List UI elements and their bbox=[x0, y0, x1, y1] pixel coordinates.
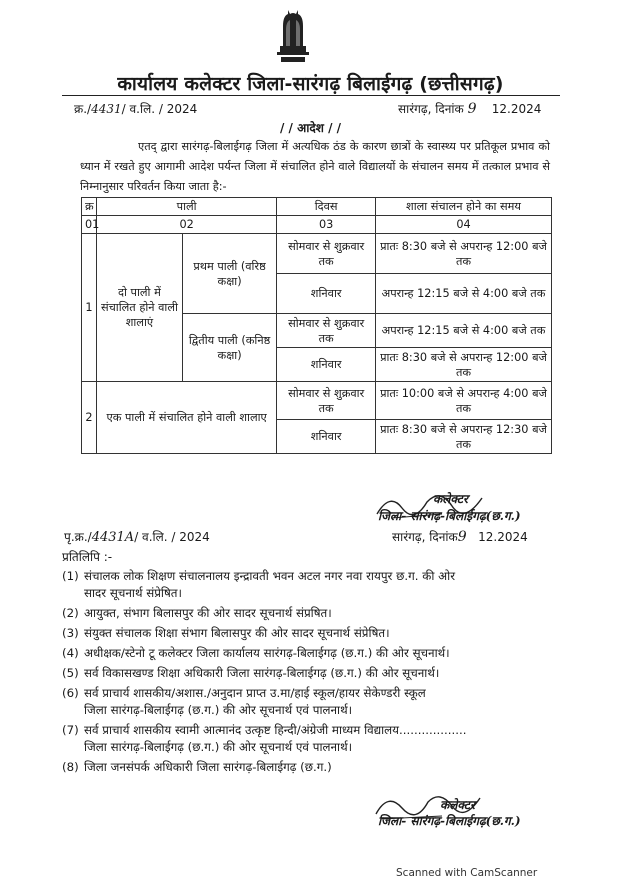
row1-shift2-monfri-time: अपरान्ह 12:15 बजे से 4:00 बजे तक bbox=[376, 314, 552, 348]
signature1-title: कलेक्टर bbox=[433, 492, 468, 506]
date-label: सारंगढ़, दिनांक bbox=[398, 102, 464, 116]
order-paragraph: एतद् द्वारा सारंगढ़-बिलाईगढ़ जिला में अत्यधिक ठंड के कारण छात्रों के स्वास्थ्य पर प्रतिकूल प्रभाव को ध्यान में रखते हुए आगामी आदेश पर्यन्त जिला में संचालित होने वाले विद्यालयों के संचालन समय में तत्काल प्रभाव से निम्नानुसार परिवर्तन किया जाता है:- bbox=[80, 140, 550, 193]
row1-sn: 1 bbox=[82, 234, 97, 382]
row1-shift2: द्वितीय पाली (कनिष्ठ कक्षा) bbox=[182, 314, 276, 382]
copy-line2: जिला सारंगढ़-बिलाईगढ़ (छ.ग.) की ओर सूचनार्थ एवं पालनार्थ। bbox=[84, 703, 353, 717]
colnum-1: 01 bbox=[82, 216, 97, 234]
endorsement-ref-number bbox=[64, 528, 210, 545]
list-item bbox=[62, 685, 572, 719]
scanner-watermark: Scanned with CamScanner bbox=[396, 867, 538, 879]
copy-line1: सर्व प्राचार्य शासकीय स्वामी आत्मानंद उत्कृष्ट हिन्दी/अंग्रेजी माध्यम विद्यालय.................. bbox=[84, 723, 467, 737]
row1-shift2-sat-time: प्रातः 8:30 बजे से अपरान्ह 12:00 बजे तक bbox=[376, 348, 552, 382]
copy-num: (5) bbox=[62, 666, 79, 680]
endorsement-ref-suffix: / व.लि. / 2024 bbox=[134, 530, 210, 544]
copy-num: (1) bbox=[62, 569, 79, 583]
copy-line1: आयुक्त, संभाग बिलासपुर की ओर सादर सूचनार्थ संप्रषित। bbox=[84, 606, 332, 620]
header-day: दिवस bbox=[277, 198, 376, 216]
order-date bbox=[398, 100, 541, 117]
table-row bbox=[82, 234, 552, 274]
order-heading: / / आदेश / / bbox=[279, 121, 342, 135]
colnum-3: 03 bbox=[277, 216, 376, 234]
row2-monfri: सोमवार से शुक्रवार तक bbox=[277, 382, 376, 420]
copy-line1: संचालक लोक शिक्षण संचालनालय इन्द्रावती भवन अटल नगर नवा रायपुर छ.ग. की ओर bbox=[84, 569, 456, 583]
endorsement-date bbox=[392, 528, 528, 545]
copy-num: (2) bbox=[62, 606, 79, 620]
row1-shift2-sat: शनिवार bbox=[277, 348, 376, 382]
office-title: कार्यालय कलेक्टर जिला-सारंगढ़ बिलाईगढ़ (छत्तीसगढ़) bbox=[117, 73, 504, 95]
copy-num: (7) bbox=[62, 723, 79, 737]
ref-suffix: / व.लि. / 2024 bbox=[121, 102, 198, 116]
copy-line1: संयुक्त संचालक शिक्षा संभाग बिलासपुर की ओर सादर सूचनार्थ संप्रेषित। bbox=[84, 626, 390, 640]
copy-line2: सादर सूचनार्थ संप्रेषित। bbox=[84, 586, 182, 600]
row2-sat: शनिवार bbox=[277, 420, 376, 454]
header-sn: क्र bbox=[82, 198, 97, 216]
copy-line1: जिला जनसंपर्क अधिकारी जिला सारंगढ़-बिलाईगढ़ (छ.ग.) bbox=[84, 760, 332, 774]
list-item bbox=[62, 759, 572, 776]
signature2-title: कलेक्टर bbox=[440, 798, 475, 812]
state-emblem-icon bbox=[272, 8, 314, 64]
header-rule bbox=[62, 95, 560, 96]
copy-num: (3) bbox=[62, 626, 79, 640]
schedule-table bbox=[81, 197, 552, 454]
row1-shift2-monfri: सोमवार से शुक्रवार तक bbox=[277, 314, 376, 348]
table-row bbox=[82, 382, 552, 420]
row2-sat-time: प्रातः 8:30 बजे से अपरान्ह 12:30 बजे तक bbox=[376, 420, 552, 454]
ref-handwritten: 4431 bbox=[91, 102, 122, 116]
endorsement-date-handwritten: 9 bbox=[457, 529, 467, 545]
colnum-2: 02 bbox=[97, 216, 277, 234]
header-shift: पाली bbox=[97, 198, 277, 216]
list-item bbox=[62, 645, 572, 662]
row2-type: एक पाली में संचालित होने वाली शालाए bbox=[97, 382, 277, 454]
copy-line1: सर्व प्राचार्य शासकीय/अशास./अनुदान प्राप्त उ.मा/हाई स्कूल/हायर सेकेण्डरी स्कूल bbox=[84, 686, 426, 700]
date-year: 12.2024 bbox=[491, 102, 542, 116]
date-handwritten: 9 bbox=[467, 101, 477, 117]
order-ref-number bbox=[74, 100, 197, 117]
row1-shift1-monfri: सोमवार से शुक्रवार तक bbox=[277, 234, 376, 274]
list-item bbox=[62, 605, 572, 622]
copy-num: (4) bbox=[62, 646, 79, 660]
list-item bbox=[62, 568, 572, 602]
table-colnum-row bbox=[82, 216, 552, 234]
copy-line1: अधीक्षक/स्टेनो टू कलेक्टर जिला कार्यालय सारंगढ़-बिलाईगढ़ (छ.ग.) की ओर सूचनार्थ। bbox=[84, 646, 450, 660]
copy-list bbox=[62, 568, 572, 779]
list-item bbox=[62, 625, 572, 642]
row2-sn: 2 bbox=[82, 382, 97, 454]
signature1-district: जिला- सारंगढ़-बिलाईगढ़(छ.ग.) bbox=[378, 509, 521, 523]
row1-shift1: प्रथम पाली (वरिष्ठ कक्षा) bbox=[182, 234, 276, 314]
copy-line1: सर्व विकासखण्ड शिक्षा अधिकारी जिला सारंगढ़-बिलाईगढ़ (छ.ग.) की ओर सूचनार्थ। bbox=[84, 666, 440, 680]
list-item bbox=[62, 665, 572, 682]
row1-shift1-sat: शनिवार bbox=[277, 274, 376, 314]
colnum-4: 04 bbox=[376, 216, 552, 234]
copy-label: प्रतिलिपि :- bbox=[62, 550, 113, 564]
endorsement-date-label: सारंगढ़, दिनांक bbox=[392, 530, 458, 544]
table-header-row bbox=[82, 198, 552, 216]
endorsement-ref-handwritten: 4431A bbox=[91, 530, 135, 545]
ref-prefix: क्र./ bbox=[74, 102, 92, 116]
endorsement-date-year: 12.2024 bbox=[478, 530, 528, 544]
endorsement-ref-prefix: पृ.क्र./ bbox=[64, 530, 92, 544]
header-time: शाला संचालन होने का समय bbox=[376, 198, 552, 216]
copy-num: (8) bbox=[62, 760, 79, 774]
copy-line2: जिला सारंगढ़-बिलाईगढ़ (छ.ग.) की ओर सूचनार्थ एवं पालनार्थ। bbox=[84, 740, 353, 754]
list-item bbox=[62, 722, 572, 756]
row1-shift1-monfri-time: प्रातः 8:30 बजे से अपरान्ह 12:00 बजे तक bbox=[376, 234, 552, 274]
copy-num: (6) bbox=[62, 686, 79, 700]
row1-shift1-sat-time: अपरान्ह 12:15 बजे से 4:00 बजे तक bbox=[376, 274, 552, 314]
row1-type: दो पाली में संचालित होने वाली शालाएं bbox=[97, 234, 183, 382]
row2-monfri-time: प्रातः 10:00 बजे से अपरान्ह 4:00 बजे तक bbox=[376, 382, 552, 420]
signature2-district: जिला- सारंगढ़-बिलाईगढ़(छ.ग.) bbox=[378, 814, 521, 828]
